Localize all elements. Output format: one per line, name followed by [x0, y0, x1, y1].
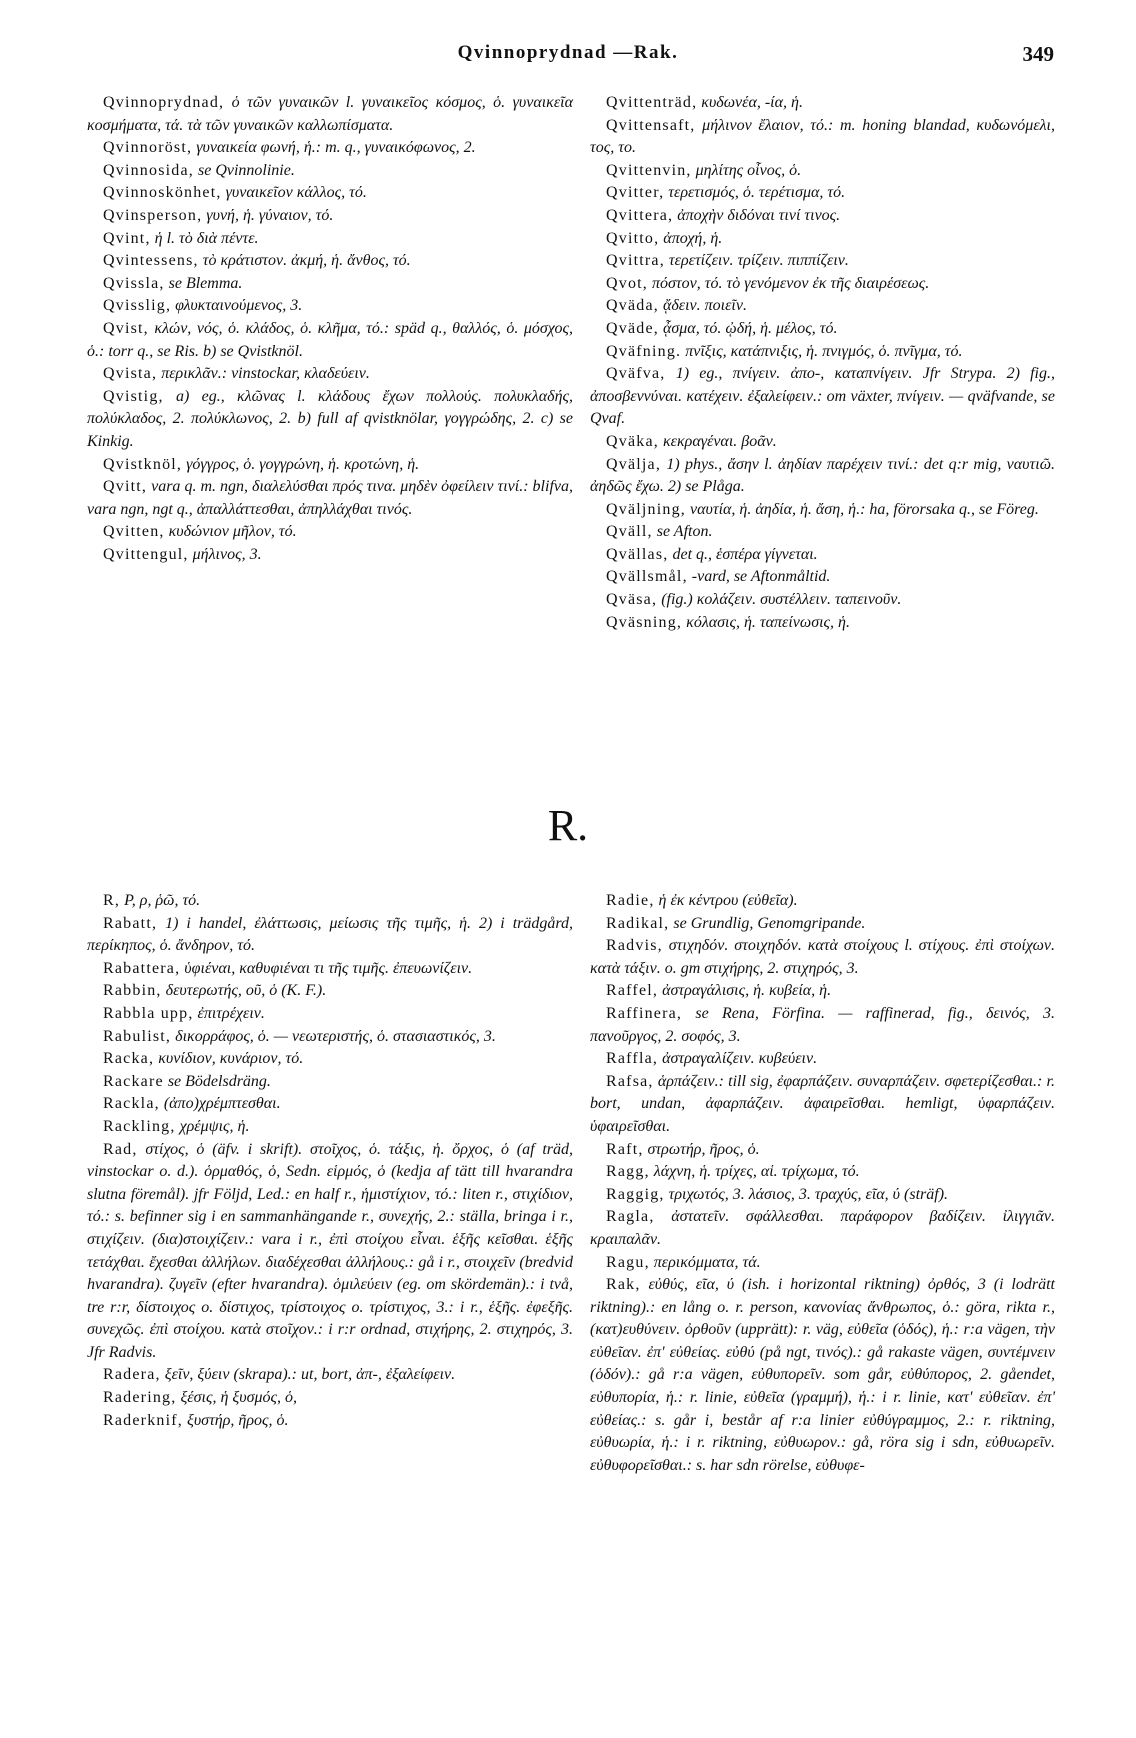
entry-definition: λάχνη, ἡ. τρίχες, αἱ. τρίχωμα, τό. — [649, 1163, 860, 1181]
entry-definition: πνῖξις, κατάπνιξις, ἡ. πνιγμός, ὁ. πνῖγμα, τό. — [681, 342, 963, 360]
entry-definition: ἁρπάζειν.: till sig, ἐφαρπάζειν. συναρπάζειν. σφετερίζεσθαι.: r. bort, undan, ἀφαρπάζειν. ἀφαιρεῖσθαι. hemligt, ὑφαρπάζειν. ὑφαιρεῖσθαι. — [590, 1072, 1055, 1135]
dictionary-entry — [87, 1364, 573, 1387]
dictionary-entry — [87, 476, 573, 521]
dictionary-entry — [87, 1116, 573, 1139]
dictionary-entry — [590, 521, 1055, 544]
entry-headword: Radie, — [606, 892, 655, 909]
dictionary-entry — [87, 980, 573, 1003]
entry-headword: Qvittenträd, — [606, 94, 698, 111]
entry-headword: Qvistknöl, — [103, 455, 183, 473]
dictionary-entry — [590, 913, 1055, 936]
entry-headword: Qvitto, — [606, 229, 660, 247]
entry-definition: 1) i handel, ἐλάττωσις, μείωσις τῆς τιμῆς, ἡ. 2) i trädgård, περίκηπος, ὁ. ἄνδηρον, τό. — [87, 914, 573, 955]
entry-headword: Qvinnoprydnad, — [103, 94, 225, 111]
dictionary-entry — [590, 363, 1055, 431]
entry-headword: Rackare — [103, 1072, 164, 1090]
entry-headword: Ragg, — [606, 1163, 650, 1181]
entry-headword: Qväljning, — [606, 500, 686, 518]
entry-definition: ἡ ἐκ κέντρου (εὐθεῖα). — [654, 892, 798, 909]
entry-headword: Qvittensaft, — [606, 116, 696, 134]
section-letter: R. — [547, 801, 589, 850]
dictionary-entry — [590, 431, 1055, 454]
dictionary-entry — [87, 137, 573, 160]
dictionary-entry — [590, 295, 1055, 318]
entry-headword: Rafsa, — [606, 1072, 654, 1090]
dictionary-entry — [87, 1387, 573, 1410]
entry-definition: στιχηδόν. στοιχηδόν. κατὰ στοίχους l. στίχους. ἐπὶ στοίχων. κατὰ τάξιν. o. gm στιχήρης, 2. στιχηρός, 3. — [590, 937, 1055, 977]
entry-headword: Rad, — [103, 1140, 138, 1158]
column-top-left — [87, 92, 573, 566]
dictionary-entry — [590, 205, 1055, 228]
dictionary-entry — [590, 544, 1055, 567]
dictionary-entry — [590, 250, 1055, 273]
entry-headword: Qvistig, — [103, 387, 164, 405]
entry-headword: Qvissla, — [103, 274, 165, 292]
entry-headword: Qväfning. — [606, 342, 682, 360]
entry-definition: πόστον, τό. τὸ γενόμενον ἐκ τῆς διαιρέσεως. — [648, 274, 930, 292]
entry-definition: δικορράφος, ὁ. — νεωτεριστής, ὁ. στασιαστικός, 3. — [171, 1027, 496, 1045]
entry-definition: τριχωτός, 3. λάσιος, 3. τραχύς, εῖα, ύ (sträf). — [664, 1185, 949, 1203]
page-number: 349 — [1022, 42, 1054, 66]
dictionary-entry — [590, 115, 1055, 160]
entry-headword: Qvälja, — [606, 455, 662, 473]
entry-definition: se Blemma. — [164, 274, 243, 292]
dictionary-entry — [590, 980, 1055, 1003]
dictionary-entry — [87, 295, 573, 318]
dictionary-entry — [590, 1139, 1055, 1162]
entry-headword: Qvittengul, — [103, 545, 189, 563]
entry-definition: a) eg., κλῶνας l. κλάδους ἔχων πολλούς. πολυκλαδής, πολύκλαδος, 2. πολύκλωνος, 2. b) full af qvistknölar, γογγρώδης, 2. c) se Kinkig. — [87, 387, 573, 450]
entry-headword: Rabbin, — [103, 982, 162, 1000]
dictionary-entry — [590, 1274, 1055, 1477]
entry-headword: Rabbla upp, — [103, 1004, 194, 1022]
entry-definition: ἀποχή, ἡ. — [659, 229, 723, 247]
entry-headword: Radvis, — [606, 937, 663, 955]
entry-definition: γυναικεῖον κάλλος, τό. — [221, 184, 367, 202]
dictionary-entry — [590, 92, 1055, 115]
dictionary-entry — [590, 1071, 1055, 1139]
entry-definition: κλών, νός, ὁ. κλάδος, ὁ. κλῆμα, τό.: späd q., θαλλός, ὁ. μόσχος, ὁ.: torr q., se Ris. b) se Qvistknöl. — [87, 319, 573, 360]
entry-headword: Ragla, — [606, 1208, 655, 1226]
dictionary-entry — [590, 228, 1055, 251]
dictionary-entry — [590, 318, 1055, 341]
entry-definition: det q., ἑσπέρα γίγνεται. — [668, 545, 818, 563]
entry-headword: Qväka, — [606, 432, 659, 450]
entry-definition: στρωτήρ, ῆρος, ὁ. — [643, 1140, 760, 1158]
dictionary-entry — [87, 92, 573, 137]
entry-headword: Qvitt, — [103, 478, 148, 496]
entry-headword: Qvista, — [103, 365, 158, 383]
entry-headword: Qväde, — [606, 319, 659, 337]
column-top-right — [590, 92, 1055, 634]
entry-headword: Qväda, — [606, 297, 659, 315]
entry-headword: Qvot, — [606, 274, 648, 292]
entry-definition: ἀποχὴν διδόναι τινί τινος. — [673, 206, 841, 224]
dictionary-entry — [87, 1026, 573, 1049]
entry-definition: ὁ τῶν γυναικῶν l. γυναικεῖος κόσμος, ὁ. γυναικεῖα κοσμήματα, τά. τὰ τῶν γυναικῶν καλλωπίσματα. — [87, 94, 573, 134]
entry-definition: ἡ l. τὸ διὰ πέντε. — [150, 229, 259, 247]
entry-headword: Raffel, — [606, 982, 659, 1000]
entry-definition: se Rena, Förfina. — raffinerad, fig., δεινός, 3. πανοῦργος, 2. σοφός, 3. — [590, 1004, 1055, 1045]
dictionary-entry — [590, 499, 1055, 522]
entry-definition: γυναικεία φωνή, ἡ.: m. q., γυναικόφωνος, 2. — [192, 139, 476, 157]
dictionary-entry — [590, 1161, 1055, 1184]
entry-definition: μηλίτης οἶνος, ὁ. — [691, 161, 802, 179]
entry-headword: Raffla, — [606, 1050, 659, 1068]
entry-headword: Qvällas, — [606, 545, 669, 563]
dictionary-entry — [87, 363, 573, 386]
entry-definition: ἐπιτρέχειν. — [193, 1004, 265, 1022]
entry-headword: Qvinnoskönhet, — [103, 184, 222, 202]
dictionary-entry — [87, 228, 573, 251]
entry-definition: se Bödelsdräng. — [163, 1072, 271, 1090]
entry-definition: κυδωνέα, -ία, ἡ. — [697, 94, 803, 111]
entry-headword: Qvint, — [103, 229, 151, 247]
entry-headword: Rabatt, — [103, 914, 158, 932]
entry-definition: (ἀπο)χρέμπτεσθαι. — [159, 1095, 281, 1113]
entry-definition: τὸ κράτιστον. ἀκμή, ἡ. ἄνθος, τό. — [198, 252, 411, 270]
dictionary-entry — [87, 1071, 573, 1094]
entry-headword: Rackla, — [103, 1095, 160, 1113]
entry-definition: γυνή, ἡ. γύναιον, τό. — [202, 206, 334, 224]
entry-definition: κυνίδιον, κυνάριον, τό. — [154, 1050, 304, 1068]
page-header — [0, 42, 1136, 72]
dictionary-entry — [87, 318, 573, 363]
entry-definition: se Qvinnolinie. — [193, 161, 295, 179]
entry-definition: ξεῖν, ξύειν (skrapa).: ut, bort, ἀπ-, ἐξαλείφειν. — [160, 1366, 456, 1384]
entry-definition: vara q. m. ngn, διαλελύσθαι πρός τινα. μηδὲν ὀφείλειν τινί.: blifva, vara ngn, ngt q., ἀπαλλάττεσθαι, ἀπηλλάχθαι τινός. — [87, 478, 573, 518]
entry-definition: ἀστατεῖν. σφάλλεσθαι. παράφορον βαδίζειν. ἰλιγγιᾶν. κραιπαλᾶν. — [590, 1208, 1055, 1248]
entry-headword: Qväsning, — [606, 613, 683, 631]
dictionary-entry — [87, 890, 573, 913]
dictionary-entry — [590, 1252, 1055, 1275]
entry-headword: Qvinnosida, — [103, 161, 194, 179]
entry-headword: Qvittra, — [606, 252, 665, 270]
column-bottom-right — [590, 890, 1055, 1477]
dictionary-entry — [590, 612, 1055, 635]
entry-definition: ξέσις, ἡ ξυσμός, ὁ, — [176, 1389, 297, 1407]
entry-headword: Qvitter, — [606, 184, 665, 202]
entry-headword: Qvittera, — [606, 206, 674, 224]
dictionary-entry — [590, 1003, 1055, 1048]
entry-headword: Radikal, — [606, 914, 670, 932]
entry-definition: 1) eg., πνίγειν. ἀπο-, καταπνίγειν. Jfr Strypa. 2) fig., ἀποσβεννύναι. κατέχειν. ἐξαλείφειν.: om växter, πνίγειν. — qväfvande, se Qvaf. — [590, 365, 1055, 428]
entry-definition: περικλᾶν.: vinstockar, κλαδεύειν. — [157, 365, 370, 383]
dictionary-entry — [87, 1003, 573, 1026]
entry-headword: Qvittenvin, — [606, 161, 692, 179]
entry-headword: Qvällsmål, — [606, 568, 688, 586]
entry-definition: se Afton. — [652, 523, 713, 541]
entry-definition: τερετισμός, ὁ. τερέτισμα, τό. — [664, 184, 846, 202]
dictionary-entry — [87, 913, 573, 958]
entry-definition: ᾄδειν. ποιεῖν. — [658, 297, 747, 315]
entry-definition: ναυτία, ἡ. ἀηδία, ἡ. ἄση, ἡ.: ha, förorsaka q., se Föreg. — [686, 500, 1039, 518]
entry-headword: Rackling, — [103, 1117, 176, 1135]
entry-headword: Qväsa, — [606, 591, 658, 609]
dictionary-entry — [87, 1139, 573, 1365]
entry-definition: ἀστραγαλίζειν. κυβεύειν. — [658, 1050, 818, 1068]
column-bottom-left — [87, 890, 573, 1432]
entry-definition: μήλινος, 3. — [188, 545, 262, 563]
entry-headword: Ragu, — [606, 1253, 650, 1271]
entry-headword: Raft, — [606, 1140, 644, 1158]
dictionary-entry — [590, 589, 1055, 612]
entry-definition: τερετίζειν. τρίζειν. πιππίζειν. — [664, 252, 849, 270]
entry-headword: Raderknif, — [103, 1411, 183, 1429]
running-title: Qvinnoprydnad —Rak. — [457, 42, 679, 63]
entry-headword: Qväll, — [606, 523, 653, 541]
entry-definition: κυδώνιον μῆλον, τό. — [164, 523, 297, 541]
dictionary-entry — [590, 1206, 1055, 1251]
dictionary-entry — [590, 1184, 1055, 1207]
entry-headword: Qvist, — [103, 319, 149, 337]
entry-definition: εὐθύς, εῖα, ύ (ish. i horizontal riktning) ὀρθός, 3 (i lodrätt riktning).: en lång o. r. person, κανονίας ἄνθρωπος, ὁ.: göra, rikta r., (κατ)ευθύνειν. ὀρθοῦν (upprätt): r. väg, εὐθεῖα (ὁδός), ἡ.: r:a vägen, τὴν εὐθεῖαν. ἐπ' εὐθείας. εὐθύ (på ngt, τινός).: gå rakaste vägen, συντέμνειν (ὁδόν).: gå r:a vägen, εὐθυπορεῖν. som går, εὐθύπορος, 2. gåendet, εὐθυπορία, ἡ.: r. linie, εὐθεῖα (γραμμή), ἡ.: i r. linie, κατ' εὐθεῖαν. ἐπ' εὐθείας.: s. går i, består af r:a linier εὐθύγραμμος, 2.: r. riktning, εὐθυωρία, ἡ.: i r. riktning, εὐθυωρον.: gå, röra sig i sdn, εὐθυωρεῖν. εὐθυφορεῖσθαι.: s. har sdn rörelse, εὐθυφε- — [590, 1276, 1055, 1474]
dictionary-entry — [590, 160, 1055, 183]
entry-headword: Qvinnoröst, — [103, 139, 193, 157]
dictionary-entry — [590, 935, 1055, 980]
entry-definition: χρέμψις, ἡ. — [175, 1117, 250, 1135]
entry-headword: Raffinera, — [606, 1004, 683, 1022]
entry-definition: δευτερωτής, οῦ, ὁ (K. F.). — [161, 982, 327, 1000]
dictionary-entry — [590, 566, 1055, 589]
dictionary-entry — [590, 454, 1055, 499]
entry-definition: ξυστήρ, ῆρος, ὁ. — [182, 1411, 289, 1429]
dictionary-entry — [87, 160, 573, 183]
entry-headword: Racka, — [103, 1050, 155, 1068]
entry-definition: 1) phys., ἄσην l. ἀηδίαν παρέχειν τινί.: det q:r mig, ναυτιῶ. ἀηδῶς ἔχω. 2) se Plåga. — [590, 455, 1055, 496]
dictionary-entry — [590, 1048, 1055, 1071]
dictionary-entry — [590, 182, 1055, 205]
dictionary-entry — [590, 341, 1055, 364]
entry-headword: Qvitten, — [103, 523, 165, 541]
dictionary-entry — [87, 1093, 573, 1116]
entry-headword: Rabattera, — [103, 959, 181, 977]
dictionary-entry — [87, 182, 573, 205]
entry-headword: R, — [103, 892, 121, 909]
entry-headword: Qvisslig, — [103, 297, 172, 315]
dictionary-entry — [87, 1048, 573, 1071]
dictionary-entry — [87, 386, 573, 454]
dictionary-entry — [87, 205, 573, 228]
entry-definition: ἀστραγάλισις, ἡ. κυβεία, ἡ. — [658, 982, 832, 1000]
entry-definition: se Grundlig, Genomgripande. — [669, 914, 866, 932]
dictionary-entry — [87, 521, 573, 544]
entry-definition: μήλινον ἔλαιον, τό.: m. honing blandad, κυδωνόμελι, τος, το. — [590, 116, 1055, 157]
entry-headword: Radering, — [103, 1389, 177, 1407]
dictionary-entry — [590, 890, 1055, 913]
entry-definition: -vard, se Aftonmåltid. — [687, 568, 831, 586]
entry-definition: (fig.) κολάζειν. συστέλλειν. ταπεινοῦν. — [657, 591, 902, 609]
entry-definition: κόλασις, ἡ. ταπείνωσις, ἡ. — [682, 613, 850, 631]
entry-headword: Rabulist, — [103, 1027, 172, 1045]
entry-headword: Qvinsperson, — [103, 206, 203, 224]
dictionary-entry — [87, 273, 573, 296]
entry-definition: γόγγρος, ὁ. γογγρώνη, ἡ. κροτώνη, ἡ. — [182, 455, 420, 473]
dictionary-entry — [87, 958, 573, 981]
entry-definition: ὑφιέναι, καθυφιέναι τι τῆς τιμῆς. ἐπευωνίζειν. — [180, 959, 473, 977]
dictionary-entry — [87, 1410, 573, 1433]
dictionary-entry — [87, 544, 573, 567]
entry-headword: Qväfva, — [606, 365, 666, 383]
entry-headword: Raggig, — [606, 1185, 665, 1203]
entry-definition: περικόμματα, τά. — [649, 1253, 761, 1271]
entry-definition: P, ρ, ῥῶ, τό. — [120, 892, 201, 909]
entry-headword: Qvintessens, — [103, 252, 199, 270]
entry-definition: στίχος, ὁ (äfv. i skrift). στοῖχος, ὁ. τάξις, ἡ. ὄρχος, ὁ (af träd, vinstockar o. d.). ὁρμαθός, ὁ, Sedn. εἱρμός, ὁ (kedja af tätt till hvarandra slutna föremål). jfr Följd, Led.: en half r., ἡμιστίχιον, τό.: liten r., στιχίδιον, τό.: s. befinner sig i en sammanhängande r., συνεχής, 2.: ställa, bringa i r., στιχίζειν. (δια)στοιχίζειν.: vara i r., ἐπὶ στοίχου εἶναι. ἑξῆς κεῖσθαι. ἑξῆς τετάχθαι. ἔχεσθαι ἀλλήλων. διαδέχεσθαι ἀλλήλους.: gå i r., στοιχεῖν (bredvid hvarandra). ζυγεῖν (efter hvarandra). ὁμιλεύειν (eg. om skördemän).: i två, tre r:r, δίστοιχος o. δίστιχος, τρίστοιχος o. τρίστιχος, 3.: i r., ἑξῆς. ἐφεξῆς. συνεχῶς. ἐπὶ στοίχου. κατὰ στοῖχον.: i r:r ordnad, στιχήρης, 2. στιχηρός, 3. Jfr Radvis. — [87, 1140, 573, 1361]
dictionary-entry — [87, 454, 573, 477]
entry-headword: Radera, — [103, 1366, 161, 1384]
entry-headword: Rak, — [606, 1276, 641, 1294]
entry-definition: φλυκταινούμενος, 3. — [171, 297, 303, 315]
dictionary-entry — [590, 273, 1055, 296]
entry-definition: ᾆσμα, τό. ᾠδή, ἡ. μέλος, τό. — [658, 319, 838, 337]
dictionary-entry — [87, 250, 573, 273]
entry-definition: κεκραγέναι. βοᾶν. — [658, 432, 777, 450]
